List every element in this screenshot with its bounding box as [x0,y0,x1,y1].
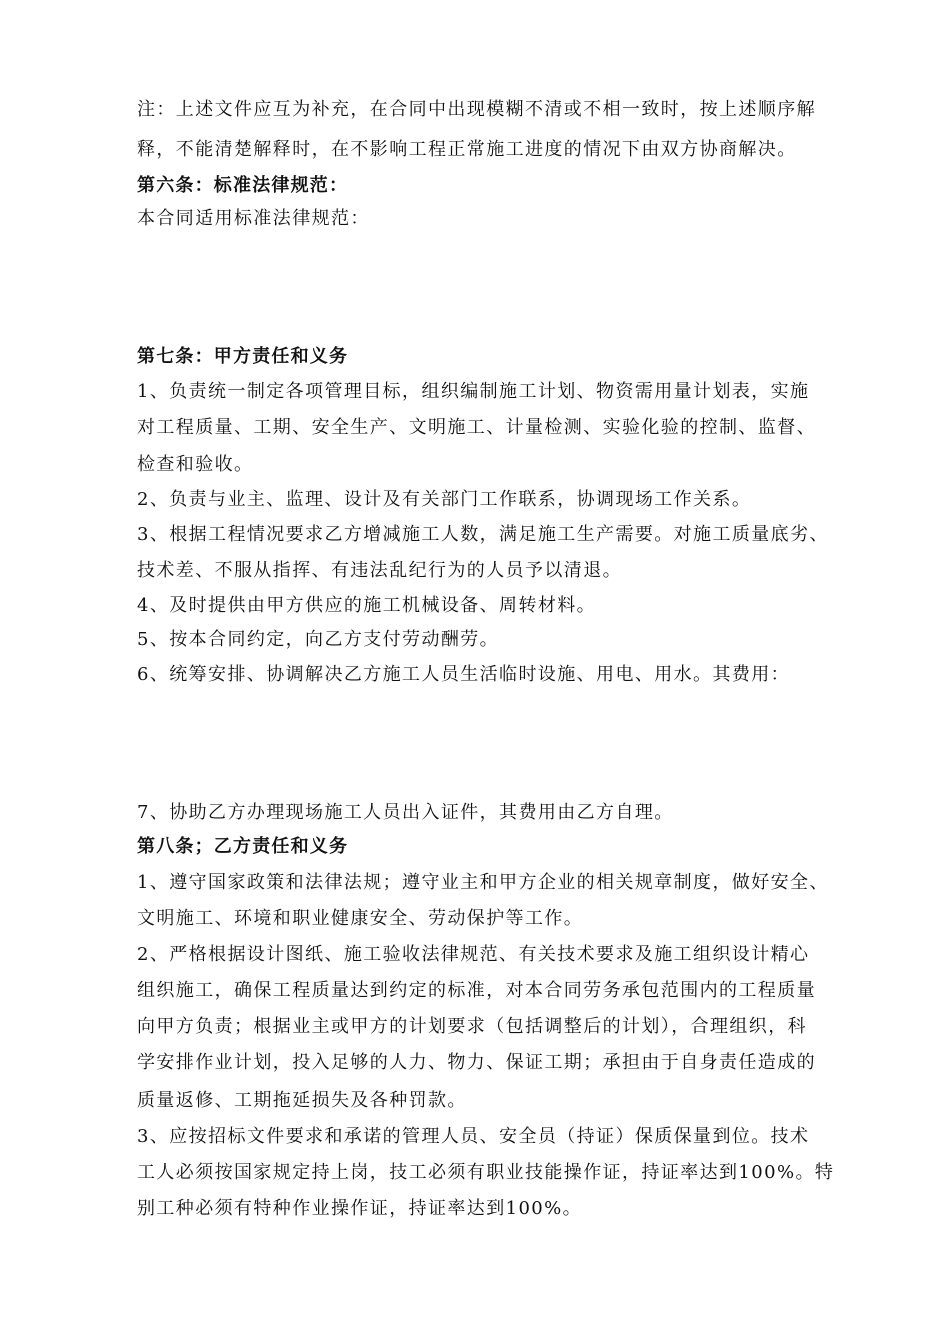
note-line-1: 注：上述文件应互为补充，在合同中出现模糊不清或不相一致时，按上述顺序解 [137,99,816,120]
article-8-item-1-line-2: 文明施工、环境和职业健康安全、劳动保护等工作。 [137,908,584,929]
article-8-item-3-line-3: 别工种必须有特种作业操作证，持证率达到100%。 [137,1198,583,1219]
article-7-item-1-line-1: 1、负责统一制定各项管理目标，组织编制施工计划、物资需用量计划表，实施 [137,381,810,402]
article-8-item-1-line-1: 1、遵守国家政策和法律法规；遵守业主和甲方企业的相关规章制度，做好安全、 [137,872,829,893]
article-8-item-3-line-1: 3、应按招标文件要求和承诺的管理人员、安全员（持证）保质保量到位。技术 [137,1126,810,1147]
article-7-item-6: 6、统筹安排、协调解决乙方施工人员生活临时设施、用电、用水。其费用： [137,664,791,685]
article-8-item-3-line-2: 工人必须按国家规定持上岗，技工必须有职业技能操作证，持证率达到100%。特 [137,1162,835,1183]
article-7-item-1-line-2: 对工程质量、工期、安全生产、文明施工、计量检测、实验化验的控制、监督、 [137,417,816,438]
article-8-heading: 第八条；乙方责任和义务 [137,836,349,857]
article-8-item-2-line-3: 向甲方负责；根据业主或甲方的计划要求（包括调整后的计划），合理组织，科 [137,1016,807,1037]
article-7-item-3-line-1: 3、根据工程情况要求乙方增减施工人数，满足施工生产需要。对施工质量底劣、 [137,524,829,545]
article-7-heading: 第七条：甲方责任和义务 [137,346,349,367]
note-line-2: 释，不能清楚解释时，在不影响工程正常施工进度的情况下由双方协商解决。 [137,139,797,160]
article-7-item-7: 7、协助乙方办理现场施工人员出入证件，其费用由乙方自理。 [137,802,674,823]
article-8-item-2-line-2: 组织施工，确保工程质量达到约定的标准，对本合同劳务承包范围内的工程质量 [137,980,816,1001]
article-7-item-1-line-3: 检查和验收。 [137,454,254,475]
article-8-item-2-line-4: 学安排作业计划，投入足够的人力、物力、保证工期；承担由于自身责任造成的 [137,1052,816,1073]
article-7-item-4: 4、及时提供由甲方供应的施工机械设备、周转材料。 [137,595,597,616]
article-6-heading: 第六条：标准法律规范： [137,175,349,196]
article-7-item-2: 2、负责与业主、监理、设计及有关部门工作联系，协调现场工作关系。 [137,489,752,510]
article-7-item-5: 5、按本合同约定，向乙方支付劳动酬劳。 [137,629,500,650]
article-7-item-3-line-2: 技术差、不服从指挥、有违法乱纪行为的人员予以清退。 [137,560,622,581]
article-8-item-2-line-1: 2、严格根据设计图纸、施工验收法律规范、有关技术要求及施工组织设计精心 [137,944,810,965]
article-8-item-2-line-5: 质量返修、工期拖延损失及各种罚款。 [137,1090,467,1111]
article-6-text: 本合同适用标准法律规范： [137,208,370,229]
